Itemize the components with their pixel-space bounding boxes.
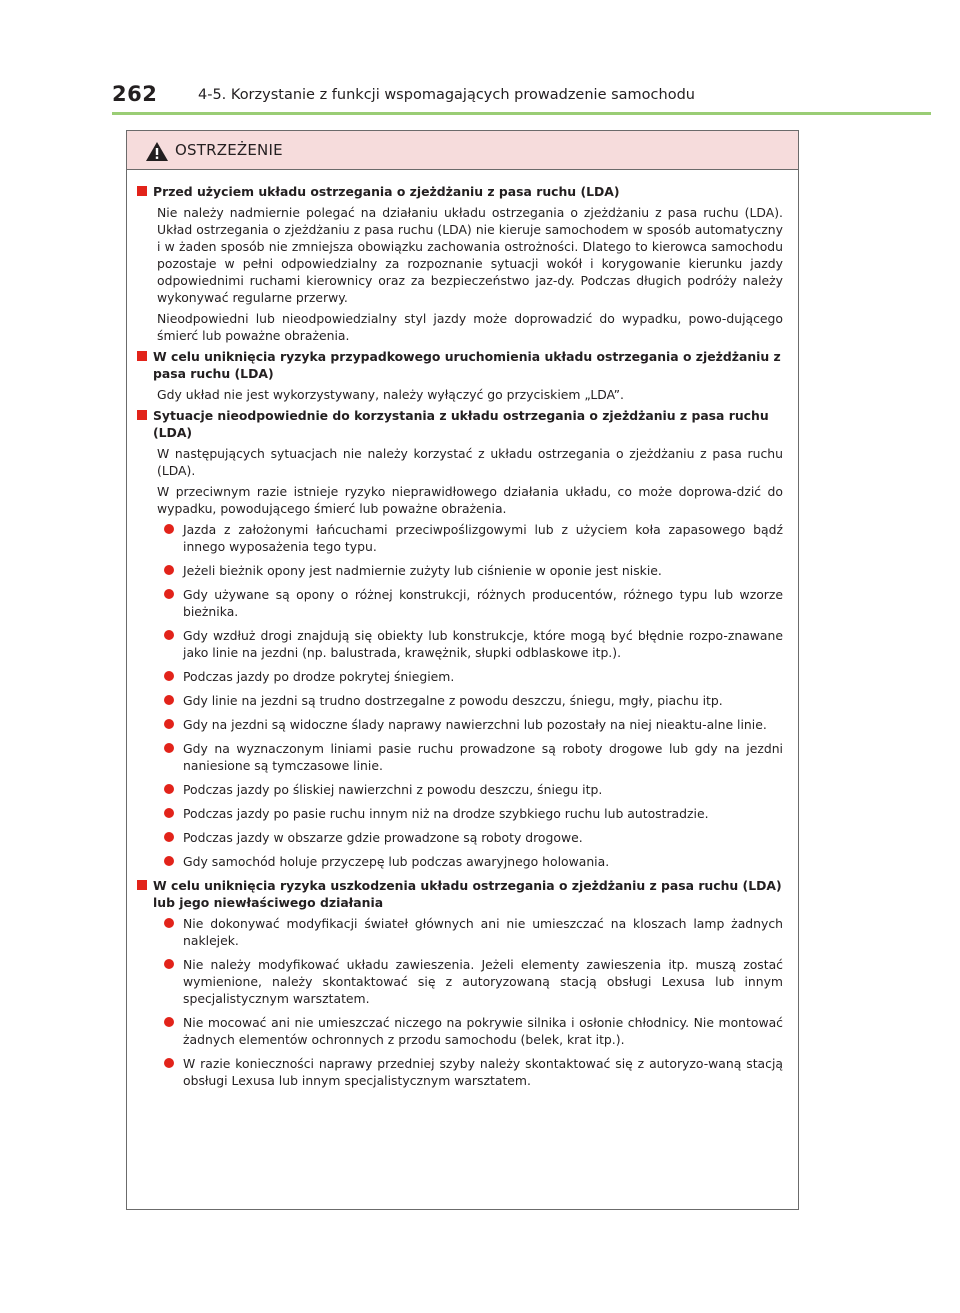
bullet-dot-icon	[164, 784, 174, 794]
list-item	[153, 829, 783, 846]
warning-section	[135, 407, 783, 870]
warning-box	[126, 130, 799, 1210]
section-marker-icon	[137, 410, 147, 420]
list-item	[153, 956, 783, 1007]
warning-section	[135, 183, 783, 344]
list-item	[153, 781, 783, 798]
list-item	[153, 853, 783, 870]
list-item-text: Nie mocować ani nie umieszczać niczego na pokrywie silnika i osłonie chłodnicy. Nie montować żadnych elementów ochronnych z przodu samochodu (belek, krat itp.).	[183, 1015, 783, 1047]
list-item-text: Gdy wzdłuż drogi znajdują się obiekty lub konstrukcje, które mogą być błędnie rozpo-znawane jako linie na jezdni (np. balustrada, krawężnik, słupki odblaskowe itp.).	[183, 628, 783, 660]
list-item-text: Podczas jazdy po pasie ruchu innym niż na drodze szybkiego ruchu lub autostradzie.	[183, 806, 709, 821]
bullet-dot-icon	[164, 1017, 174, 1027]
bullet-dot-icon	[164, 719, 174, 729]
warning-section	[135, 877, 783, 1089]
list-item	[153, 692, 783, 709]
bullet-dot-icon	[164, 959, 174, 969]
warning-title: OSTRZEŻENIE	[175, 141, 283, 159]
list-item-text: Podczas jazdy w obszarze gdzie prowadzone są roboty drogowe.	[183, 830, 583, 845]
list-item	[153, 740, 783, 774]
section-paragraph: W następujących sytuacjach nie należy korzystać z układu ostrzegania o zjeżdżaniu z pasa ruchu (LDA).	[157, 446, 783, 478]
bullet-list	[153, 915, 783, 1089]
bullet-dot-icon	[164, 808, 174, 818]
bullet-dot-icon	[164, 856, 174, 866]
list-item	[153, 805, 783, 822]
list-item-text: Gdy na jezdni są widoczne ślady naprawy nawierzchni lub pozostały na niej nieaktu-alne linie.	[183, 717, 767, 732]
section-heading: W celu uniknięcia ryzyka przypadkowego uruchomienia układu ostrzegania o zjeżdżaniu z pasa ruchu (LDA)	[153, 349, 781, 381]
section-paragraph: Gdy układ nie jest wykorzystywany, należy wyłączyć go przyciskiem „LDA”.	[157, 387, 624, 402]
list-item-text: Gdy samochód holuje przyczepę lub podczas awaryjnego holowania.	[183, 854, 610, 869]
bullet-dot-icon	[164, 565, 174, 575]
list-item	[153, 1014, 783, 1048]
bullet-dot-icon	[164, 630, 174, 640]
list-item-text: Podczas jazdy po drodze pokrytej śniegiem.	[183, 669, 455, 684]
bullet-list	[153, 521, 783, 870]
warning-header	[127, 131, 798, 170]
section-marker-icon	[137, 186, 147, 196]
section-paragraph: Nieodpowiedni lub nieodpowiedzialny styl jazdy może doprowadzić do wypadku, powo-dującego śmierć lub poważne obrażenia.	[157, 311, 783, 343]
section-marker-icon	[137, 351, 147, 361]
list-item-text: Podczas jazdy po śliskiej nawierzchni z powodu deszczu, śniegu itp.	[183, 782, 603, 797]
list-item	[153, 521, 783, 555]
bullet-dot-icon	[164, 671, 174, 681]
warning-triangle-icon	[145, 141, 169, 162]
list-item	[153, 586, 783, 620]
section-marker-icon	[137, 880, 147, 890]
section-paragraph: W przeciwnym razie istnieje ryzyko nieprawidłowego działania układu, co może doprowa-dzić do wypadku, powodującego śmierć lub poważne obrażenia.	[157, 484, 783, 516]
bullet-dot-icon	[164, 918, 174, 928]
warning-section	[135, 348, 783, 403]
section-heading: Przed użyciem układu ostrzegania o zjeżdżaniu z pasa ruchu (LDA)	[153, 184, 620, 199]
warning-body	[135, 183, 783, 1096]
page-header	[112, 82, 832, 112]
section-heading: W celu uniknięcia ryzyka uszkodzenia układu ostrzegania o zjeżdżaniu z pasa ruchu (LDA) lub jego niewłaściwego działania	[153, 878, 782, 910]
bullet-dot-icon	[164, 695, 174, 705]
list-item-text: W razie konieczności naprawy przedniej szyby należy skontaktować się z autoryzo-waną stacją obsługi Lexusa lub innym specjalistycznym warsztatem.	[183, 1056, 783, 1088]
page-number: 262	[112, 82, 158, 106]
header-divider	[112, 112, 931, 115]
list-item-text: Jazda z założonymi łańcuchami przeciwpoślizgowymi lub z użyciem koła zapasowego bądź innego wyposażenia tego typu.	[183, 522, 783, 554]
section-heading: Sytuacje nieodpowiednie do korzystania z układu ostrzegania o zjeżdżaniu z pasa ruchu (LDA)	[153, 408, 769, 440]
bullet-dot-icon	[164, 832, 174, 842]
bullet-dot-icon	[164, 589, 174, 599]
list-item-text: Jeżeli bieżnik opony jest nadmiernie zużyty lub ciśnienie w oponie jest niskie.	[183, 563, 662, 578]
bullet-dot-icon	[164, 1058, 174, 1068]
section-title: 4-5. Korzystanie z funkcji wspomagających prowadzenie samochodu	[198, 87, 695, 103]
list-item-text: Nie dokonywać modyfikacji świateł głównych ani nie umieszczać na kloszach lamp żadnych naklejek.	[183, 916, 783, 948]
list-item	[153, 562, 783, 579]
list-item-text: Gdy linie na jezdni są trudno dostrzegalne z powodu deszczu, śniegu, mgły, piachu itp.	[183, 693, 723, 708]
section-paragraph: Nie należy nadmiernie polegać na działaniu układu ostrzegania o zjeżdżaniu z pasa ruchu (LDA). Układ ostrzegania o zjeżdżaniu z pasa ruchu (LDA) nie kieruje samochodem w sposób automatyczny i w żaden sposób nie zmniejsza obowiązku zachowania ostrożności. Dlatego to kierowca samochodu pozostaje w pełni odpowiedzialny za rozpoznanie sytuacji wokół i korygowanie kierunku jazdy odpowiednimi ruchami kierownicy oraz za bezpieczeństwo jaz-dy. Podczas długich podróży należy wykonywać regularne przerwy.	[157, 205, 783, 305]
list-item-text: Gdy używane są opony o różnej konstrukcji, różnych producentów, różnego typu lub wzorze bieżnika.	[183, 587, 783, 619]
bullet-dot-icon	[164, 524, 174, 534]
list-item	[153, 668, 783, 685]
bullet-dot-icon	[164, 743, 174, 753]
list-item-text: Nie należy modyfikować układu zawieszenia. Jeżeli elementy zawieszenia itp. muszą zostać wymienione, należy skontaktować się z autoryzowaną stacją obsługi Lexusa lub innym specjalistycznym warsztatem.	[183, 957, 783, 1006]
list-item	[153, 627, 783, 661]
list-item-text: Gdy na wyznaczonym liniami pasie ruchu prowadzone są roboty drogowe lub gdy na jezdni naniesione są tymczasowe linie.	[183, 741, 783, 773]
list-item	[153, 915, 783, 949]
list-item	[153, 716, 783, 733]
list-item	[153, 1055, 783, 1089]
